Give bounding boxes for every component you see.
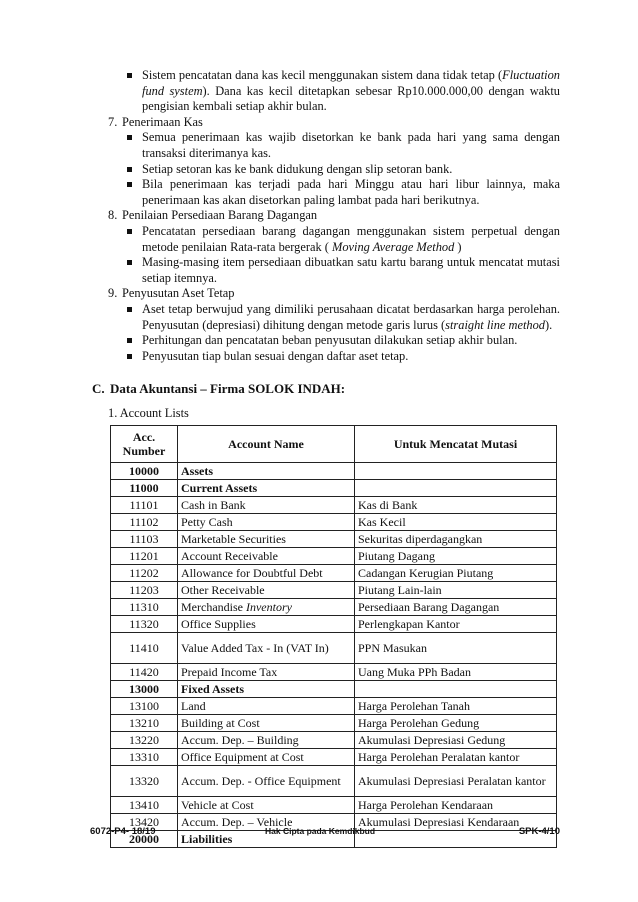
acc-number-cell: 11102 (111, 514, 178, 531)
bullet-square-icon (127, 354, 132, 359)
account-name-cell: Other Receivable (178, 582, 355, 599)
table-row (111, 497, 557, 514)
item-number: 8. (108, 208, 118, 223)
acc-number-cell: 13000 (111, 681, 178, 698)
mutation-cell: Piutang Lain-lain (355, 582, 557, 599)
bullet-square-icon (127, 167, 132, 172)
bullet (142, 333, 560, 349)
acc-number-cell: 13320 (111, 766, 178, 797)
header-acc-number: Acc. Number (111, 426, 178, 463)
item-title: Penilaian Persediaan Barang Dagangan (122, 208, 318, 223)
numbered-item-8 (108, 208, 638, 224)
bullet-text: Bila penerimaan kas terjadi pada hari Minggu atau hari libur lainnya, maka penerimaan kas akan disetorkan paling lambat pada hari berikutnya. (142, 177, 560, 207)
acc-number-cell: 13100 (111, 698, 178, 715)
bullet (142, 224, 560, 255)
table-row (111, 664, 557, 681)
item-title: Penyusutan Aset Tetap (122, 286, 235, 301)
table-row (111, 732, 557, 749)
header-mutation: Untuk Mencatat Mutasi (355, 426, 557, 463)
table-row (111, 715, 557, 732)
acc-number-cell: 13310 (111, 749, 178, 766)
table-row (111, 797, 557, 814)
mutation-cell: Harga Perolehan Kendaraan (355, 797, 557, 814)
bullet (142, 255, 560, 286)
table-row (111, 749, 557, 766)
bullet-text: Penyusutan tiap bulan sesuai dengan daftar aset tetap. (142, 348, 409, 363)
bullet-text: Setiap setoran kas ke bank didukung dengan slip setoran bank. (142, 161, 453, 176)
bullet-square-icon (127, 260, 132, 265)
table-row (111, 766, 557, 797)
bullet-text: Masing-masing item persediaan dibuatkan satu kartu barang untuk mencatat mutasi setiap itemnya. (142, 255, 560, 285)
acc-number-cell: 11410 (111, 633, 178, 664)
account-name-cell: Allowance for Doubtful Debt (178, 565, 355, 582)
footer-page: SPK-4/10 (518, 826, 560, 837)
mutation-cell: Perlengkapan Kantor (355, 616, 557, 633)
bullet-text: Semua penerimaan kas wajib disetorkan ke bank pada hari yang sama dengan transaksi diterimanya kas. (142, 130, 560, 160)
account-name-cell: Office Equipment at Cost (178, 749, 355, 766)
account-name-cell: Accum. Dep. – Building (178, 732, 355, 749)
bullet-square-icon (127, 135, 132, 140)
table-row (111, 633, 557, 664)
mutation-cell: Harga Perolehan Tanah (355, 698, 557, 715)
acc-number-cell: 11420 (111, 664, 178, 681)
account-name-cell: Building at Cost (178, 715, 355, 732)
section-heading (92, 381, 638, 397)
account-name-cell: Petty Cash (178, 514, 355, 531)
account-name-cell: Prepaid Income Tax (178, 664, 355, 681)
bullet (142, 130, 560, 161)
bullet-square-icon (127, 73, 132, 78)
acc-number-cell: 11320 (111, 616, 178, 633)
mutation-cell (355, 480, 557, 497)
footer-copyright: Hak Cipta pada Kemdikbud (265, 826, 376, 836)
acc-number-cell: 11103 (111, 531, 178, 548)
mutation-cell (355, 463, 557, 480)
bullet (142, 177, 560, 208)
mutation-cell (355, 681, 557, 698)
account-name-cell: Cash in Bank (178, 497, 355, 514)
account-name-cell: Merchandise Inventory (178, 599, 355, 616)
acc-number-cell: 11201 (111, 548, 178, 565)
acc-number-cell: 13220 (111, 732, 178, 749)
subsection-heading: 1. Account Lists (108, 405, 189, 420)
account-name-cell: Vehicle at Cost (178, 797, 355, 814)
account-name-cell: Accum. Dep. - Office Equipment (178, 766, 355, 797)
acc-number-cell: 13420 (111, 814, 178, 831)
table-row (111, 616, 557, 633)
acc-number-cell: 11203 (111, 582, 178, 599)
intro-bullet (142, 68, 560, 115)
acc-number-cell: 13210 (111, 715, 178, 732)
table-row (111, 582, 557, 599)
numbered-item-7 (108, 114, 638, 131)
mutation-cell: PPN Masukan (355, 633, 557, 664)
mutation-cell: Akumulasi Depresiasi Kendaraan (355, 814, 557, 831)
intro-italic: Fluctuation fund system (142, 68, 560, 98)
table-header-row (111, 426, 557, 463)
acc-number-cell: 11000 (111, 480, 178, 497)
section-title: Data Akuntansi – Firma SOLOK INDAH: (110, 381, 346, 397)
account-name-cell: Assets (178, 463, 355, 480)
table-row (111, 463, 557, 480)
table-row (111, 681, 557, 698)
mutation-cell: Harga Perolehan Gedung (355, 715, 557, 732)
intro-line-3: dengan waktu pengisian kembali setiap akhir bulan. (142, 83, 561, 114)
mutation-cell: Harga Perolehan Peralatan kantor (355, 749, 557, 766)
account-name-cell: Account Receivable (178, 548, 355, 565)
item-number: 9. (108, 286, 118, 301)
account-name-cell: Marketable Securities (178, 531, 355, 548)
document-body (0, 68, 638, 848)
numbered-item-9 (108, 286, 638, 302)
mutation-cell: Kas Kecil (355, 514, 557, 531)
mutation-cell: Cadangan Kerugian Piutang (355, 565, 557, 582)
account-name-cell: Office Supplies (178, 616, 355, 633)
account-list-table (110, 425, 557, 848)
account-name-cell: Land (178, 698, 355, 715)
bullet-square-icon (127, 307, 132, 312)
table-row (111, 531, 557, 548)
table-row (111, 599, 557, 616)
section-letter: C. (92, 381, 105, 397)
mutation-cell: Kas di Bank (355, 497, 557, 514)
bullet-text: Perhitungan dan pencatatan beban penyusutan dilakukan setiap akhir bulan. (142, 333, 518, 348)
table-row (111, 698, 557, 715)
acc-number-cell: 11310 (111, 599, 178, 616)
bullet (142, 349, 560, 365)
item-title: Penerimaan Kas (122, 114, 203, 129)
account-name-cell: Accum. Dep. – Vehicle (178, 814, 355, 831)
item-number: 7. (108, 114, 118, 129)
mutation-cell: Akumulasi Depresiasi Peralatan kantor (355, 766, 557, 797)
header-account-name: Account Name (178, 426, 355, 463)
mutation-cell: Akumulasi Depresiasi Gedung (355, 732, 557, 749)
intro-paren: ( (498, 68, 503, 82)
mutation-cell: Sekuritas diperdagangkan (355, 531, 557, 548)
acc-number-cell: 11202 (111, 565, 178, 582)
table-row (111, 514, 557, 531)
account-name-cell: Fixed Assets (178, 681, 355, 698)
footer-code: 6072-P4- 18/19 (90, 826, 156, 837)
account-name-cell: Liabilities (178, 831, 355, 848)
bullet-square-icon (127, 338, 132, 343)
bullet-square-icon (127, 229, 132, 234)
bullet-text: Aset tetap berwujud yang dimiliki perusahaan dicatat berdasarkan harga perolehan. Penyusutan (depresiasi) dihitung dengan metode garis lurus (straight line method). (142, 301, 560, 332)
table-row (111, 480, 557, 497)
table-row (111, 565, 557, 582)
bullet (142, 162, 560, 178)
table-row (111, 548, 557, 565)
account-name-cell: Current Assets (178, 480, 355, 497)
intro-line-1: Sistem pencatatan dana kas kecil menggunakan sistem dana tidak tetap (142, 68, 495, 82)
acc-number-cell: 10000 (111, 463, 178, 480)
table-body (111, 463, 557, 848)
acc-number-cell: 11101 (111, 497, 178, 514)
mutation-cell: Persediaan Barang Dagangan (355, 599, 557, 616)
acc-number-cell: 13410 (111, 797, 178, 814)
bullet (142, 302, 560, 333)
bullet-text: Pencatatan persediaan barang dagangan menggunakan sistem perpetual dengan metode penilaian Rata-rata bergerak ( Moving Average Method ) (142, 223, 560, 254)
intro-line-2: ). Dana kas kecil ditetapkan sebesar Rp10.000.000,00 (202, 83, 484, 98)
mutation-cell: Uang Muka PPh Badan (355, 664, 557, 681)
mutation-cell: Piutang Dagang (355, 548, 557, 565)
acc-number-cell: 20000 (111, 831, 178, 848)
bullet-square-icon (127, 182, 132, 187)
account-name-cell: Value Added Tax - In (VAT In) (178, 633, 355, 664)
